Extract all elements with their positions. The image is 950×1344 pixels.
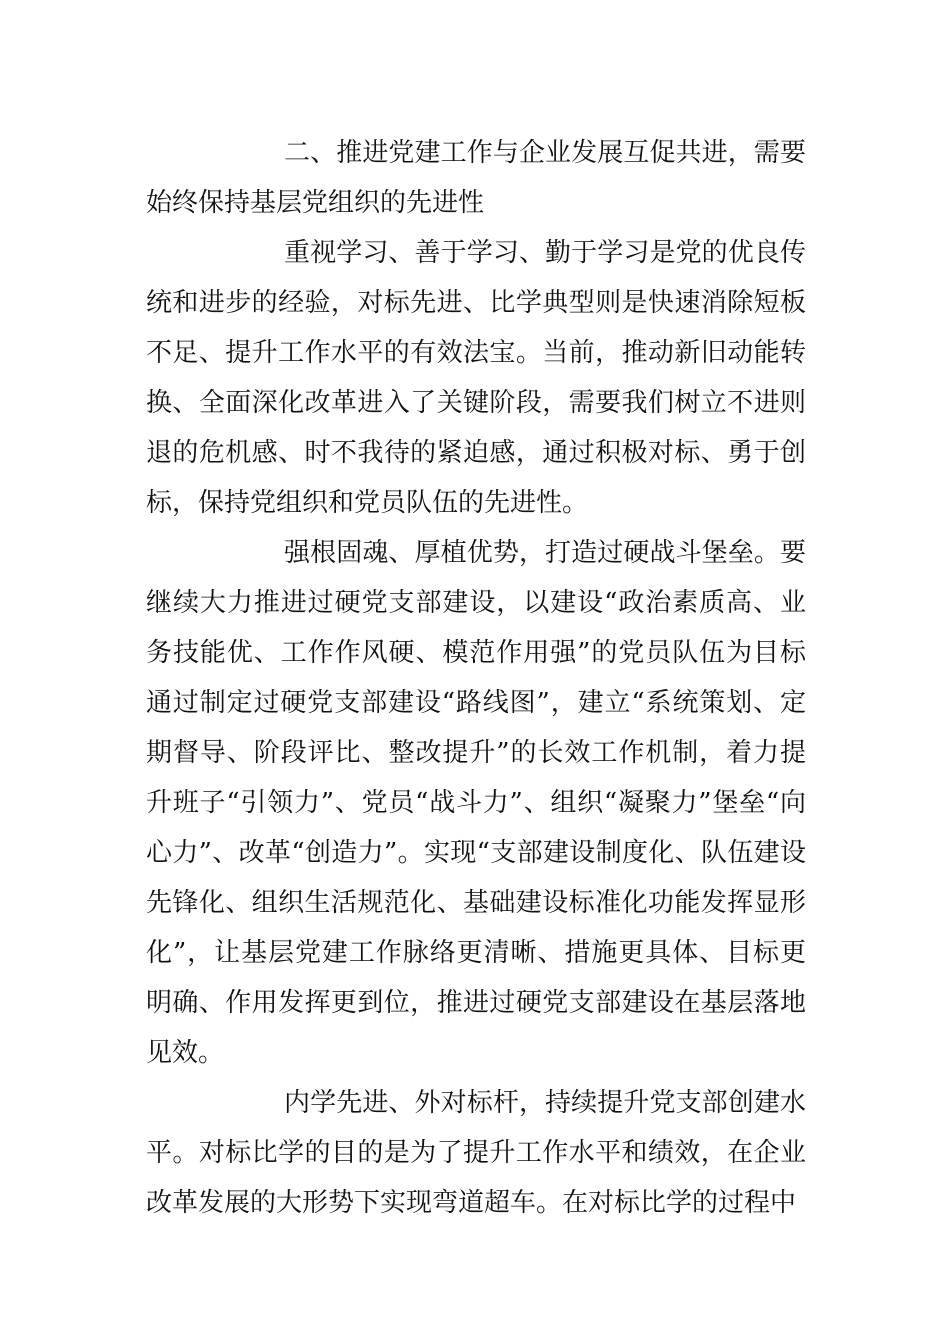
body-paragraph-3: 内学先进、外对标杆，持续提升党支部创建水平。对标比学的目的是为了提升工作水平和绩效，在企业改革发展的大形势下实现弯道超车。在对标比学的过程中 [146,1088,806,1218]
section-heading: 二、推进党建工作与企业发展互促共进，需要始终保持基层党组织的先进性 [146,138,806,218]
body-paragraph-1: 重视学习、善于学习、勤于学习是党的优良传统和进步的经验，对标先进、比学典型则是快速消除短板不足、提升工作水平的有效法宝。当前，推动新旧动能转换、全面深化改革进入了关键阶段，需要我们树立不进则退的危机感、时不我待的紧迫感，通过积极对标、勇于创标，保持党组织和党员队伍的先进性。 [146,238,806,518]
document-page [146,128,806,1228]
body-paragraph-2: 强根固魂、厚植优势，打造过硬战斗堡垒。要继续大力推进过硬党支部建设，以建设“政治素质高、业务技能优、工作作风硬、模范作用强”的党员队伍为目标通过制定过硬党支部建设“路线图”，建立“系统策划、定期督导、阶段评比、整改提升”的长效工作机制，着力提升班子“引领力”、党员“战斗力”、组织“凝聚力”堡垒“向心力”、改革“创造力”。实现“支部建设制度化、队伍建设先锋化、组织生活规范化、基础建设标准化功能发挥显形化”，让基层党建工作脉络更清晰、措施更具体、目标更明确、作用发挥更到位，推进过硬党支部建设在基层落地见效。 [146,538,806,1068]
